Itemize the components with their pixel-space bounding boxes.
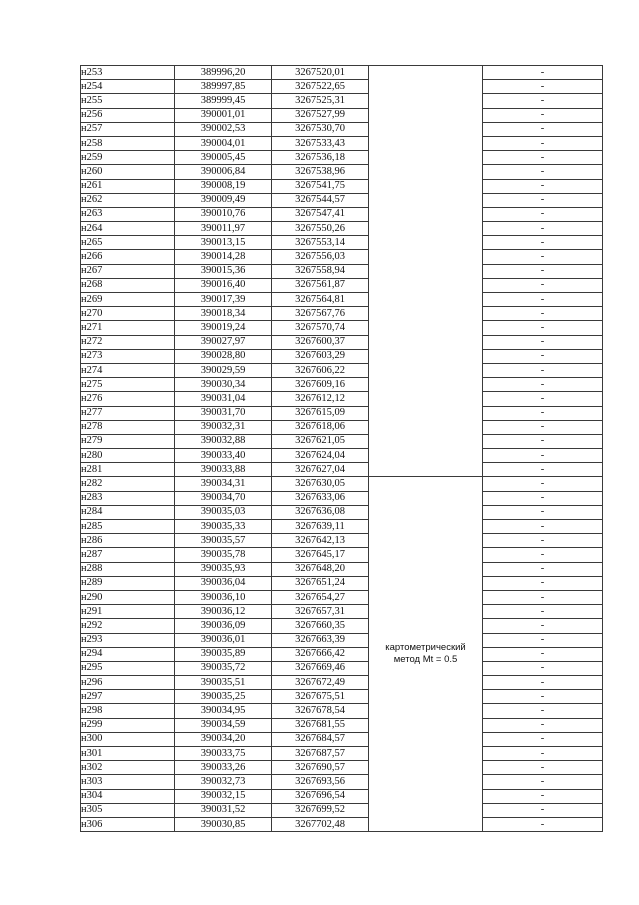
dash-cell: - [483, 349, 603, 363]
x-coordinate-cell: 390031,04 [175, 392, 272, 406]
x-coordinate-cell: 390035,33 [175, 520, 272, 534]
x-coordinate-cell: 390010,76 [175, 207, 272, 221]
x-coordinate-cell: 390035,72 [175, 661, 272, 675]
dash-cell: - [483, 406, 603, 420]
x-coordinate-cell: 390009,49 [175, 193, 272, 207]
dash-cell: - [483, 236, 603, 250]
table-row [81, 676, 603, 690]
coordinates-table-body [81, 66, 603, 832]
x-coordinate-cell: 390035,03 [175, 505, 272, 519]
table-row [81, 250, 603, 264]
point-id-cell: н277 [81, 406, 175, 420]
table-row [81, 817, 603, 831]
x-coordinate-cell: 390034,59 [175, 718, 272, 732]
dash-cell: - [483, 775, 603, 789]
point-id-cell: н287 [81, 548, 175, 562]
y-coordinate-cell: 3267657,31 [272, 605, 369, 619]
point-id-cell: н262 [81, 193, 175, 207]
dash-cell: - [483, 193, 603, 207]
x-coordinate-cell: 390005,45 [175, 151, 272, 165]
point-id-cell: н293 [81, 633, 175, 647]
x-coordinate-cell: 390033,75 [175, 747, 272, 761]
table-row [81, 548, 603, 562]
point-id-cell: н291 [81, 605, 175, 619]
x-coordinate-cell: 390033,40 [175, 449, 272, 463]
x-coordinate-cell: 390034,95 [175, 704, 272, 718]
y-coordinate-cell: 3267615,09 [272, 406, 369, 420]
point-id-cell: н286 [81, 534, 175, 548]
table-row [81, 349, 603, 363]
point-id-cell: н304 [81, 789, 175, 803]
table-row [81, 576, 603, 590]
point-id-cell: н295 [81, 661, 175, 675]
y-coordinate-cell: 3267660,35 [272, 619, 369, 633]
table-row [81, 278, 603, 292]
x-coordinate-cell: 390032,15 [175, 789, 272, 803]
y-coordinate-cell: 3267651,24 [272, 576, 369, 590]
table-row [81, 335, 603, 349]
dash-cell: - [483, 761, 603, 775]
x-coordinate-cell: 390004,01 [175, 136, 272, 150]
x-coordinate-cell: 390008,19 [175, 179, 272, 193]
y-coordinate-cell: 3267567,76 [272, 307, 369, 321]
dash-cell: - [483, 449, 603, 463]
dash-cell: - [483, 278, 603, 292]
point-id-cell: н288 [81, 562, 175, 576]
y-coordinate-cell: 3267678,54 [272, 704, 369, 718]
y-coordinate-cell: 3267633,06 [272, 491, 369, 505]
point-id-cell: н271 [81, 321, 175, 335]
table-row [81, 222, 603, 236]
table-row [81, 321, 603, 335]
table-row [81, 633, 603, 647]
table-row [81, 449, 603, 463]
x-coordinate-cell: 390030,85 [175, 817, 272, 831]
table-row [81, 477, 603, 491]
point-id-cell: н278 [81, 420, 175, 434]
table-row [81, 434, 603, 448]
y-coordinate-cell: 3267699,52 [272, 803, 369, 817]
dash-cell: - [483, 789, 603, 803]
x-coordinate-cell: 390036,12 [175, 605, 272, 619]
dash-cell: - [483, 108, 603, 122]
point-id-cell: н290 [81, 590, 175, 604]
dash-cell: - [483, 378, 603, 392]
point-id-cell: н282 [81, 477, 175, 491]
x-coordinate-cell: 390034,31 [175, 477, 272, 491]
table-row [81, 165, 603, 179]
dash-cell: - [483, 676, 603, 690]
x-coordinate-cell: 390018,34 [175, 307, 272, 321]
dash-cell: - [483, 222, 603, 236]
table-row [81, 690, 603, 704]
x-coordinate-cell: 390036,10 [175, 590, 272, 604]
point-id-cell: н281 [81, 463, 175, 477]
x-coordinate-cell: 390032,73 [175, 775, 272, 789]
table-row [81, 647, 603, 661]
dash-cell: - [483, 576, 603, 590]
point-id-cell: н298 [81, 704, 175, 718]
x-coordinate-cell: 390011,97 [175, 222, 272, 236]
point-id-cell: н294 [81, 647, 175, 661]
point-id-cell: н259 [81, 151, 175, 165]
y-coordinate-cell: 3267530,70 [272, 122, 369, 136]
table-row [81, 463, 603, 477]
dash-cell: - [483, 151, 603, 165]
x-coordinate-cell: 390035,25 [175, 690, 272, 704]
x-coordinate-cell: 390031,52 [175, 803, 272, 817]
point-id-cell: н303 [81, 775, 175, 789]
y-coordinate-cell: 3267525,31 [272, 94, 369, 108]
table-row [81, 179, 603, 193]
table-row [81, 66, 603, 80]
point-id-cell: н306 [81, 817, 175, 831]
point-id-cell: н254 [81, 80, 175, 94]
table-row [81, 207, 603, 221]
dash-cell: - [483, 420, 603, 434]
dash-cell: - [483, 477, 603, 491]
coordinates-sheet [80, 65, 602, 832]
table-row [81, 619, 603, 633]
table-row [81, 151, 603, 165]
point-id-cell: н297 [81, 690, 175, 704]
point-id-cell: н256 [81, 108, 175, 122]
y-coordinate-cell: 3267533,43 [272, 136, 369, 150]
table-row [81, 605, 603, 619]
x-coordinate-cell: 390034,20 [175, 732, 272, 746]
point-id-cell: н301 [81, 747, 175, 761]
x-coordinate-cell: 390027,97 [175, 335, 272, 349]
dash-cell: - [483, 619, 603, 633]
point-id-cell: н305 [81, 803, 175, 817]
x-coordinate-cell: 390019,24 [175, 321, 272, 335]
point-id-cell: н263 [81, 207, 175, 221]
dash-cell: - [483, 335, 603, 349]
y-coordinate-cell: 3267675,51 [272, 690, 369, 704]
y-coordinate-cell: 3267520,01 [272, 66, 369, 80]
table-row [81, 775, 603, 789]
point-id-cell: н264 [81, 222, 175, 236]
dash-cell: - [483, 165, 603, 179]
point-id-cell: н255 [81, 94, 175, 108]
table-row [81, 520, 603, 534]
dash-cell: - [483, 562, 603, 576]
x-coordinate-cell: 390035,93 [175, 562, 272, 576]
x-coordinate-cell: 390035,57 [175, 534, 272, 548]
point-id-cell: н260 [81, 165, 175, 179]
y-coordinate-cell: 3267536,18 [272, 151, 369, 165]
point-id-cell: н285 [81, 520, 175, 534]
x-coordinate-cell: 390031,70 [175, 406, 272, 420]
table-row [81, 732, 603, 746]
y-coordinate-cell: 3267527,99 [272, 108, 369, 122]
y-coordinate-cell: 3267696,54 [272, 789, 369, 803]
point-id-cell: н261 [81, 179, 175, 193]
dash-cell: - [483, 207, 603, 221]
y-coordinate-cell: 3267672,49 [272, 676, 369, 690]
y-coordinate-cell: 3267684,57 [272, 732, 369, 746]
y-coordinate-cell: 3267564,81 [272, 293, 369, 307]
y-coordinate-cell: 3267558,94 [272, 264, 369, 278]
dash-cell: - [483, 80, 603, 94]
y-coordinate-cell: 3267693,56 [272, 775, 369, 789]
y-coordinate-cell: 3267621,05 [272, 434, 369, 448]
dash-cell: - [483, 718, 603, 732]
x-coordinate-cell: 390001,01 [175, 108, 272, 122]
point-id-cell: н283 [81, 491, 175, 505]
y-coordinate-cell: 3267550,26 [272, 222, 369, 236]
dash-cell: - [483, 434, 603, 448]
y-coordinate-cell: 3267630,05 [272, 477, 369, 491]
method-cell-empty [369, 66, 483, 477]
dash-cell: - [483, 803, 603, 817]
point-id-cell: н299 [81, 718, 175, 732]
point-id-cell: н273 [81, 349, 175, 363]
dash-cell: - [483, 293, 603, 307]
dash-cell: - [483, 505, 603, 519]
dash-cell: - [483, 363, 603, 377]
dash-cell: - [483, 520, 603, 534]
table-row [81, 761, 603, 775]
point-id-cell: н289 [81, 576, 175, 590]
point-id-cell: н269 [81, 293, 175, 307]
x-coordinate-cell: 390033,88 [175, 463, 272, 477]
table-row [81, 363, 603, 377]
x-coordinate-cell: 390034,70 [175, 491, 272, 505]
point-id-cell: н266 [81, 250, 175, 264]
table-row [81, 661, 603, 675]
dash-cell: - [483, 590, 603, 604]
table-row [81, 94, 603, 108]
table-row [81, 264, 603, 278]
point-id-cell: н265 [81, 236, 175, 250]
x-coordinate-cell: 390002,53 [175, 122, 272, 136]
x-coordinate-cell: 390035,89 [175, 647, 272, 661]
y-coordinate-cell: 3267624,04 [272, 449, 369, 463]
y-coordinate-cell: 3267612,12 [272, 392, 369, 406]
x-coordinate-cell: 390033,26 [175, 761, 272, 775]
method-cell [369, 477, 483, 832]
point-id-cell: н272 [81, 335, 175, 349]
table-row [81, 307, 603, 321]
point-id-cell: н270 [81, 307, 175, 321]
point-id-cell: н253 [81, 66, 175, 80]
y-coordinate-cell: 3267541,75 [272, 179, 369, 193]
table-row [81, 789, 603, 803]
y-coordinate-cell: 3267553,14 [272, 236, 369, 250]
y-coordinate-cell: 3267645,17 [272, 548, 369, 562]
table-row [81, 136, 603, 150]
x-coordinate-cell: 390030,34 [175, 378, 272, 392]
dash-cell: - [483, 392, 603, 406]
y-coordinate-cell: 3267606,22 [272, 363, 369, 377]
method-text-line: картометрический [385, 642, 466, 654]
table-row [81, 505, 603, 519]
table-row [81, 108, 603, 122]
table-row [81, 193, 603, 207]
x-coordinate-cell: 390016,40 [175, 278, 272, 292]
y-coordinate-cell: 3267687,57 [272, 747, 369, 761]
table-row [81, 420, 603, 434]
y-coordinate-cell: 3267681,55 [272, 718, 369, 732]
y-coordinate-cell: 3267609,16 [272, 378, 369, 392]
x-coordinate-cell: 390036,04 [175, 576, 272, 590]
x-coordinate-cell: 390036,01 [175, 633, 272, 647]
x-coordinate-cell: 389997,85 [175, 80, 272, 94]
table-row [81, 704, 603, 718]
point-id-cell: н280 [81, 449, 175, 463]
y-coordinate-cell: 3267663,39 [272, 633, 369, 647]
point-id-cell: н267 [81, 264, 175, 278]
point-id-cell: н275 [81, 378, 175, 392]
dash-cell: - [483, 491, 603, 505]
dash-cell: - [483, 264, 603, 278]
point-id-cell: н296 [81, 676, 175, 690]
point-id-cell: н300 [81, 732, 175, 746]
point-id-cell: н257 [81, 122, 175, 136]
dash-cell: - [483, 250, 603, 264]
x-coordinate-cell: 390032,88 [175, 434, 272, 448]
y-coordinate-cell: 3267547,41 [272, 207, 369, 221]
y-coordinate-cell: 3267636,08 [272, 505, 369, 519]
method-text-line: метод Mt = 0.5 [393, 654, 458, 666]
dash-cell: - [483, 534, 603, 548]
x-coordinate-cell: 390035,51 [175, 676, 272, 690]
dash-cell: - [483, 179, 603, 193]
dash-cell: - [483, 704, 603, 718]
dash-cell: - [483, 122, 603, 136]
point-id-cell: н268 [81, 278, 175, 292]
y-coordinate-cell: 3267654,27 [272, 590, 369, 604]
x-coordinate-cell: 390035,78 [175, 548, 272, 562]
x-coordinate-cell: 390015,36 [175, 264, 272, 278]
dash-cell: - [483, 66, 603, 80]
point-id-cell: н292 [81, 619, 175, 633]
dash-cell: - [483, 661, 603, 675]
table-row [81, 378, 603, 392]
x-coordinate-cell: 389996,20 [175, 66, 272, 80]
x-coordinate-cell: 390029,59 [175, 363, 272, 377]
table-row [81, 747, 603, 761]
dash-cell: - [483, 94, 603, 108]
y-coordinate-cell: 3267561,87 [272, 278, 369, 292]
y-coordinate-cell: 3267556,03 [272, 250, 369, 264]
y-coordinate-cell: 3267702,48 [272, 817, 369, 831]
table-row [81, 491, 603, 505]
y-coordinate-cell: 3267570,74 [272, 321, 369, 335]
point-id-cell: н284 [81, 505, 175, 519]
table-row [81, 236, 603, 250]
y-coordinate-cell: 3267544,57 [272, 193, 369, 207]
dash-cell: - [483, 548, 603, 562]
x-coordinate-cell: 390006,84 [175, 165, 272, 179]
dash-cell: - [483, 817, 603, 831]
dash-cell: - [483, 463, 603, 477]
y-coordinate-cell: 3267538,96 [272, 165, 369, 179]
point-id-cell: н274 [81, 363, 175, 377]
y-coordinate-cell: 3267639,11 [272, 520, 369, 534]
y-coordinate-cell: 3267669,46 [272, 661, 369, 675]
point-id-cell: н276 [81, 392, 175, 406]
y-coordinate-cell: 3267627,04 [272, 463, 369, 477]
y-coordinate-cell: 3267648,20 [272, 562, 369, 576]
table-row [81, 590, 603, 604]
dash-cell: - [483, 136, 603, 150]
dash-cell: - [483, 633, 603, 647]
table-row [81, 718, 603, 732]
dash-cell: - [483, 747, 603, 761]
coordinates-table [80, 65, 603, 832]
y-coordinate-cell: 3267618,06 [272, 420, 369, 434]
x-coordinate-cell: 389999,45 [175, 94, 272, 108]
point-id-cell: н302 [81, 761, 175, 775]
point-id-cell: н279 [81, 434, 175, 448]
x-coordinate-cell: 390017,39 [175, 293, 272, 307]
dash-cell: - [483, 732, 603, 746]
table-row [81, 562, 603, 576]
dash-cell: - [483, 307, 603, 321]
y-coordinate-cell: 3267600,37 [272, 335, 369, 349]
dash-cell: - [483, 605, 603, 619]
dash-cell: - [483, 690, 603, 704]
table-row [81, 534, 603, 548]
x-coordinate-cell: 390014,28 [175, 250, 272, 264]
x-coordinate-cell: 390036,09 [175, 619, 272, 633]
table-row [81, 392, 603, 406]
dash-cell: - [483, 321, 603, 335]
y-coordinate-cell: 3267522,65 [272, 80, 369, 94]
table-row [81, 122, 603, 136]
x-coordinate-cell: 390032,31 [175, 420, 272, 434]
y-coordinate-cell: 3267603,29 [272, 349, 369, 363]
x-coordinate-cell: 390013,15 [175, 236, 272, 250]
x-coordinate-cell: 390028,80 [175, 349, 272, 363]
table-row [81, 406, 603, 420]
table-row [81, 803, 603, 817]
point-id-cell: н258 [81, 136, 175, 150]
table-row [81, 80, 603, 94]
y-coordinate-cell: 3267690,57 [272, 761, 369, 775]
table-row [81, 293, 603, 307]
y-coordinate-cell: 3267666,42 [272, 647, 369, 661]
y-coordinate-cell: 3267642,13 [272, 534, 369, 548]
dash-cell: - [483, 647, 603, 661]
